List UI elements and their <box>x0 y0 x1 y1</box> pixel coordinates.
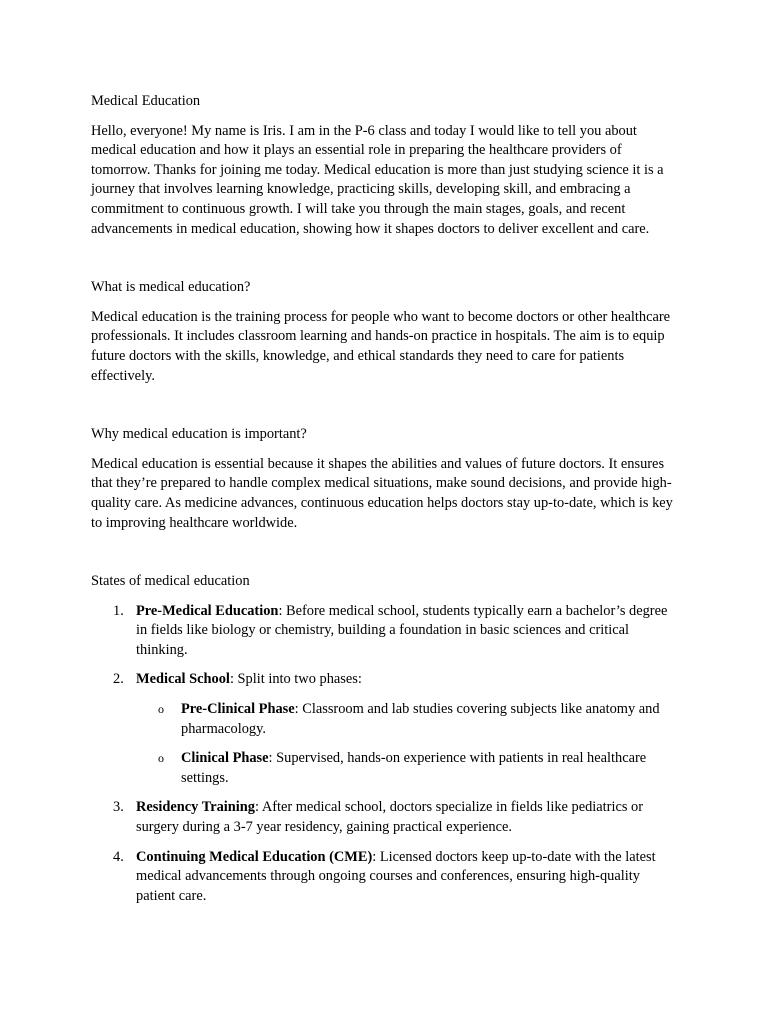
list-item-term: Residency Training <box>136 799 256 816</box>
spacer <box>91 533 679 572</box>
list-item-text: : Before medical school, students typically earn a bachelor’s degree in fields like biology or chemistry, building a foundation in basic sciences and critical thinking. <box>136 602 668 658</box>
list-number: 4. <box>113 848 124 865</box>
section-heading-what: What is medical education? <box>91 279 251 296</box>
list-number: 2. <box>113 671 124 688</box>
document-page <box>91 92 679 916</box>
list-item-text: : After medical school, doctors specialize in fields like pediatrics or surgery during a 3-7 year residency, gaining practical experience. <box>136 799 644 836</box>
document-title: Medical Education <box>91 93 201 109</box>
list-item-term: Pre-Medical Education <box>136 602 279 619</box>
sublist-item-text: : Classroom and lab studies covering subjects like anatomy and pharmacology. <box>181 701 660 737</box>
list-item-text: : Split into two phases: <box>229 671 362 688</box>
sublist-item <box>136 749 679 788</box>
spacer <box>91 239 679 278</box>
section-body-what: Medical education is the training process for people who want to become doctors or other healthcare professionals. It includes classroom learning and hands-on practice in hospitals. The aim is to equip future doctors with the skills, knowledge, and ethical standards they need to care for patients effectively. <box>91 308 671 384</box>
list-item-term: Continuing Medical Education (CME) <box>136 848 373 865</box>
stages-heading: States of medical education <box>91 573 250 590</box>
phases-sublist <box>136 700 679 788</box>
list-item <box>91 798 679 837</box>
stages-list <box>91 602 679 907</box>
section-body-why: Medical education is essential because it shapes the abilities and values of future doctors. It ensures that they’re prepared to handle complex medical situations, make sound decisions, and provide high-quality care. As medicine advances, continuous education helps doctors stay up-to-date, which is key to improving healthcare worldwide. <box>91 455 673 531</box>
sublist-item-term: Clinical Phase <box>181 750 269 767</box>
list-item <box>91 602 679 661</box>
list-item-term: Medical School <box>136 671 230 688</box>
list-number: 1. <box>113 602 124 619</box>
sublist-item <box>136 700 679 739</box>
section-heading-why: Why medical education is important? <box>91 426 307 443</box>
sublist-item-text: : Supervised, hands-on experience with patients in real healthcare settings. <box>181 750 647 786</box>
sublist-item-term: Pre-Clinical Phase <box>181 701 295 718</box>
list-item <box>91 670 679 788</box>
spacer <box>91 386 679 425</box>
list-item-text: : Licensed doctors keep up-to-date with the latest medical advancements through ongoing courses and conferences, ensuring high-quality patient care. <box>136 848 656 904</box>
list-number: 3. <box>113 799 124 816</box>
bullet-icon: o <box>158 751 164 766</box>
intro-paragraph: Hello, everyone! My name is Iris. I am in the P-6 class and today I would like to tell you about medical education and how it plays an essential role in preparing the healthcare providers of tomorrow. Thanks for joining me today. Medical education is more than just studying science it is a journey that involves learning knowledge, practicing skills, developing skill, and embracing a commitment to continuous growth. I will take you through the main stages, goals, and recent advancements in medical education, showing how it shapes doctors to deliver excellent and care. <box>91 122 664 237</box>
bullet-icon: o <box>158 702 164 717</box>
list-item <box>91 848 679 907</box>
